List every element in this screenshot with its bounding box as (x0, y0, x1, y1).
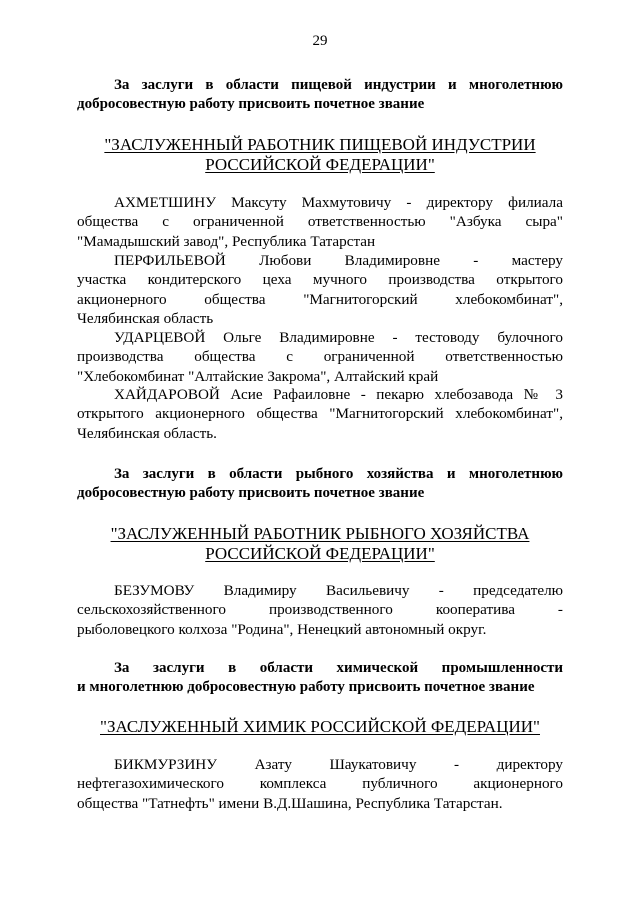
intro-line: За заслуги в области рыбного хозяйства и многолетнюю (114, 466, 563, 482)
title-line: "ЗАСЛУЖЕННЫЙ ХИМИК РОССИЙСКОЙ ФЕДЕРАЦИИ" (100, 717, 540, 736)
intro-line: За заслуги в области пищевой индустрии и многолетнюю (114, 77, 563, 93)
entry-line: БЕЗУМОВУ Владимиру Васильевичу - председателю (114, 582, 563, 599)
title-line: РОССИЙСКОЙ ФЕДЕРАЦИИ" (205, 544, 435, 563)
title-line: "ЗАСЛУЖЕННЫЙ РАБОТНИК ПИЩЕВОЙ ИНДУСТРИИ (104, 135, 536, 154)
entry-line: общества "Татнефть" имени В.Д.Шашина, Республика Татарстан. (77, 794, 503, 812)
entry-line: производства общества с ограниченной ответственностью (77, 348, 563, 366)
title-line: "ЗАСЛУЖЕННЫЙ РАБОТНИК РЫБНОГО ХОЗЯЙСТВА (110, 524, 530, 543)
entry-udartseva (77, 328, 563, 386)
entry-line: ХАЙДАРОВОЙ Асие Рафаиловне - пекарю хлебозавода № 3 (114, 386, 563, 403)
entry-line: открытого акционерного общества "Магнитогорский хлебокомбинат", (77, 405, 563, 423)
entry-line: Челябинская область. (77, 424, 217, 442)
award-title-chemist (77, 717, 563, 737)
entry-line: Челябинская область (77, 309, 214, 327)
intro-line: добросовестную работу присвоить почетное звание (77, 96, 425, 112)
entry-line: ПЕРФИЛЬЕВОЙ Любови Владимировне - мастеру (114, 252, 563, 269)
section-intro-food-industry (77, 76, 563, 114)
entry-bezumov (77, 581, 563, 639)
page-number: 29 (312, 33, 328, 49)
entry-akhmetshin (77, 193, 563, 251)
title-line: РОССИЙСКОЙ ФЕДЕРАЦИИ" (205, 155, 435, 174)
award-title-fisheries (77, 524, 563, 564)
entry-line: УДАРЦЕВОЙ Ольге Владимировне - тестоводу булочного (114, 329, 563, 346)
entry-line: общества с ограниченной ответственностью "Азбука сыра" (77, 213, 563, 231)
entry-line: акционерного общества "Магнитогорский хлебокомбинат", (77, 290, 563, 308)
entry-line: "Мамадышский завод", Республика Татарстан (77, 232, 376, 250)
intro-line: За заслуги в области химической промышленности (114, 660, 563, 676)
entry-line: БИКМУРЗИНУ Азату Шаукатовичу - директору (114, 756, 563, 773)
entry-line: нефтегазохимического комплекса публичного акционерного (77, 775, 563, 793)
section-intro-fisheries (77, 465, 563, 503)
section-intro-chemical (77, 659, 563, 697)
entry-line: участка кондитерского цеха мучного производства открытого (77, 271, 563, 289)
entry-khaydarova (77, 385, 563, 443)
intro-line: добросовестную работу присвоить почетное звание (77, 485, 425, 501)
entry-perfilyeva (77, 251, 563, 328)
entry-bikmurzin (77, 755, 563, 813)
entry-line: рыболовецкого колхоза "Родина", Ненецкий автономный округ. (77, 620, 487, 638)
entry-line: "Хлебокомбинат "Алтайские Закрома", Алтайский край (77, 367, 439, 385)
award-title-food-industry (77, 135, 563, 175)
intro-line: и многолетнюю добросовестную работу присвоить почетное звание (77, 679, 535, 695)
entry-line: сельскохозяйственного производственного кооператива - (77, 601, 563, 619)
entry-line: АХМЕТШИНУ Максуту Махмутовичу - директору филиала (114, 194, 563, 211)
